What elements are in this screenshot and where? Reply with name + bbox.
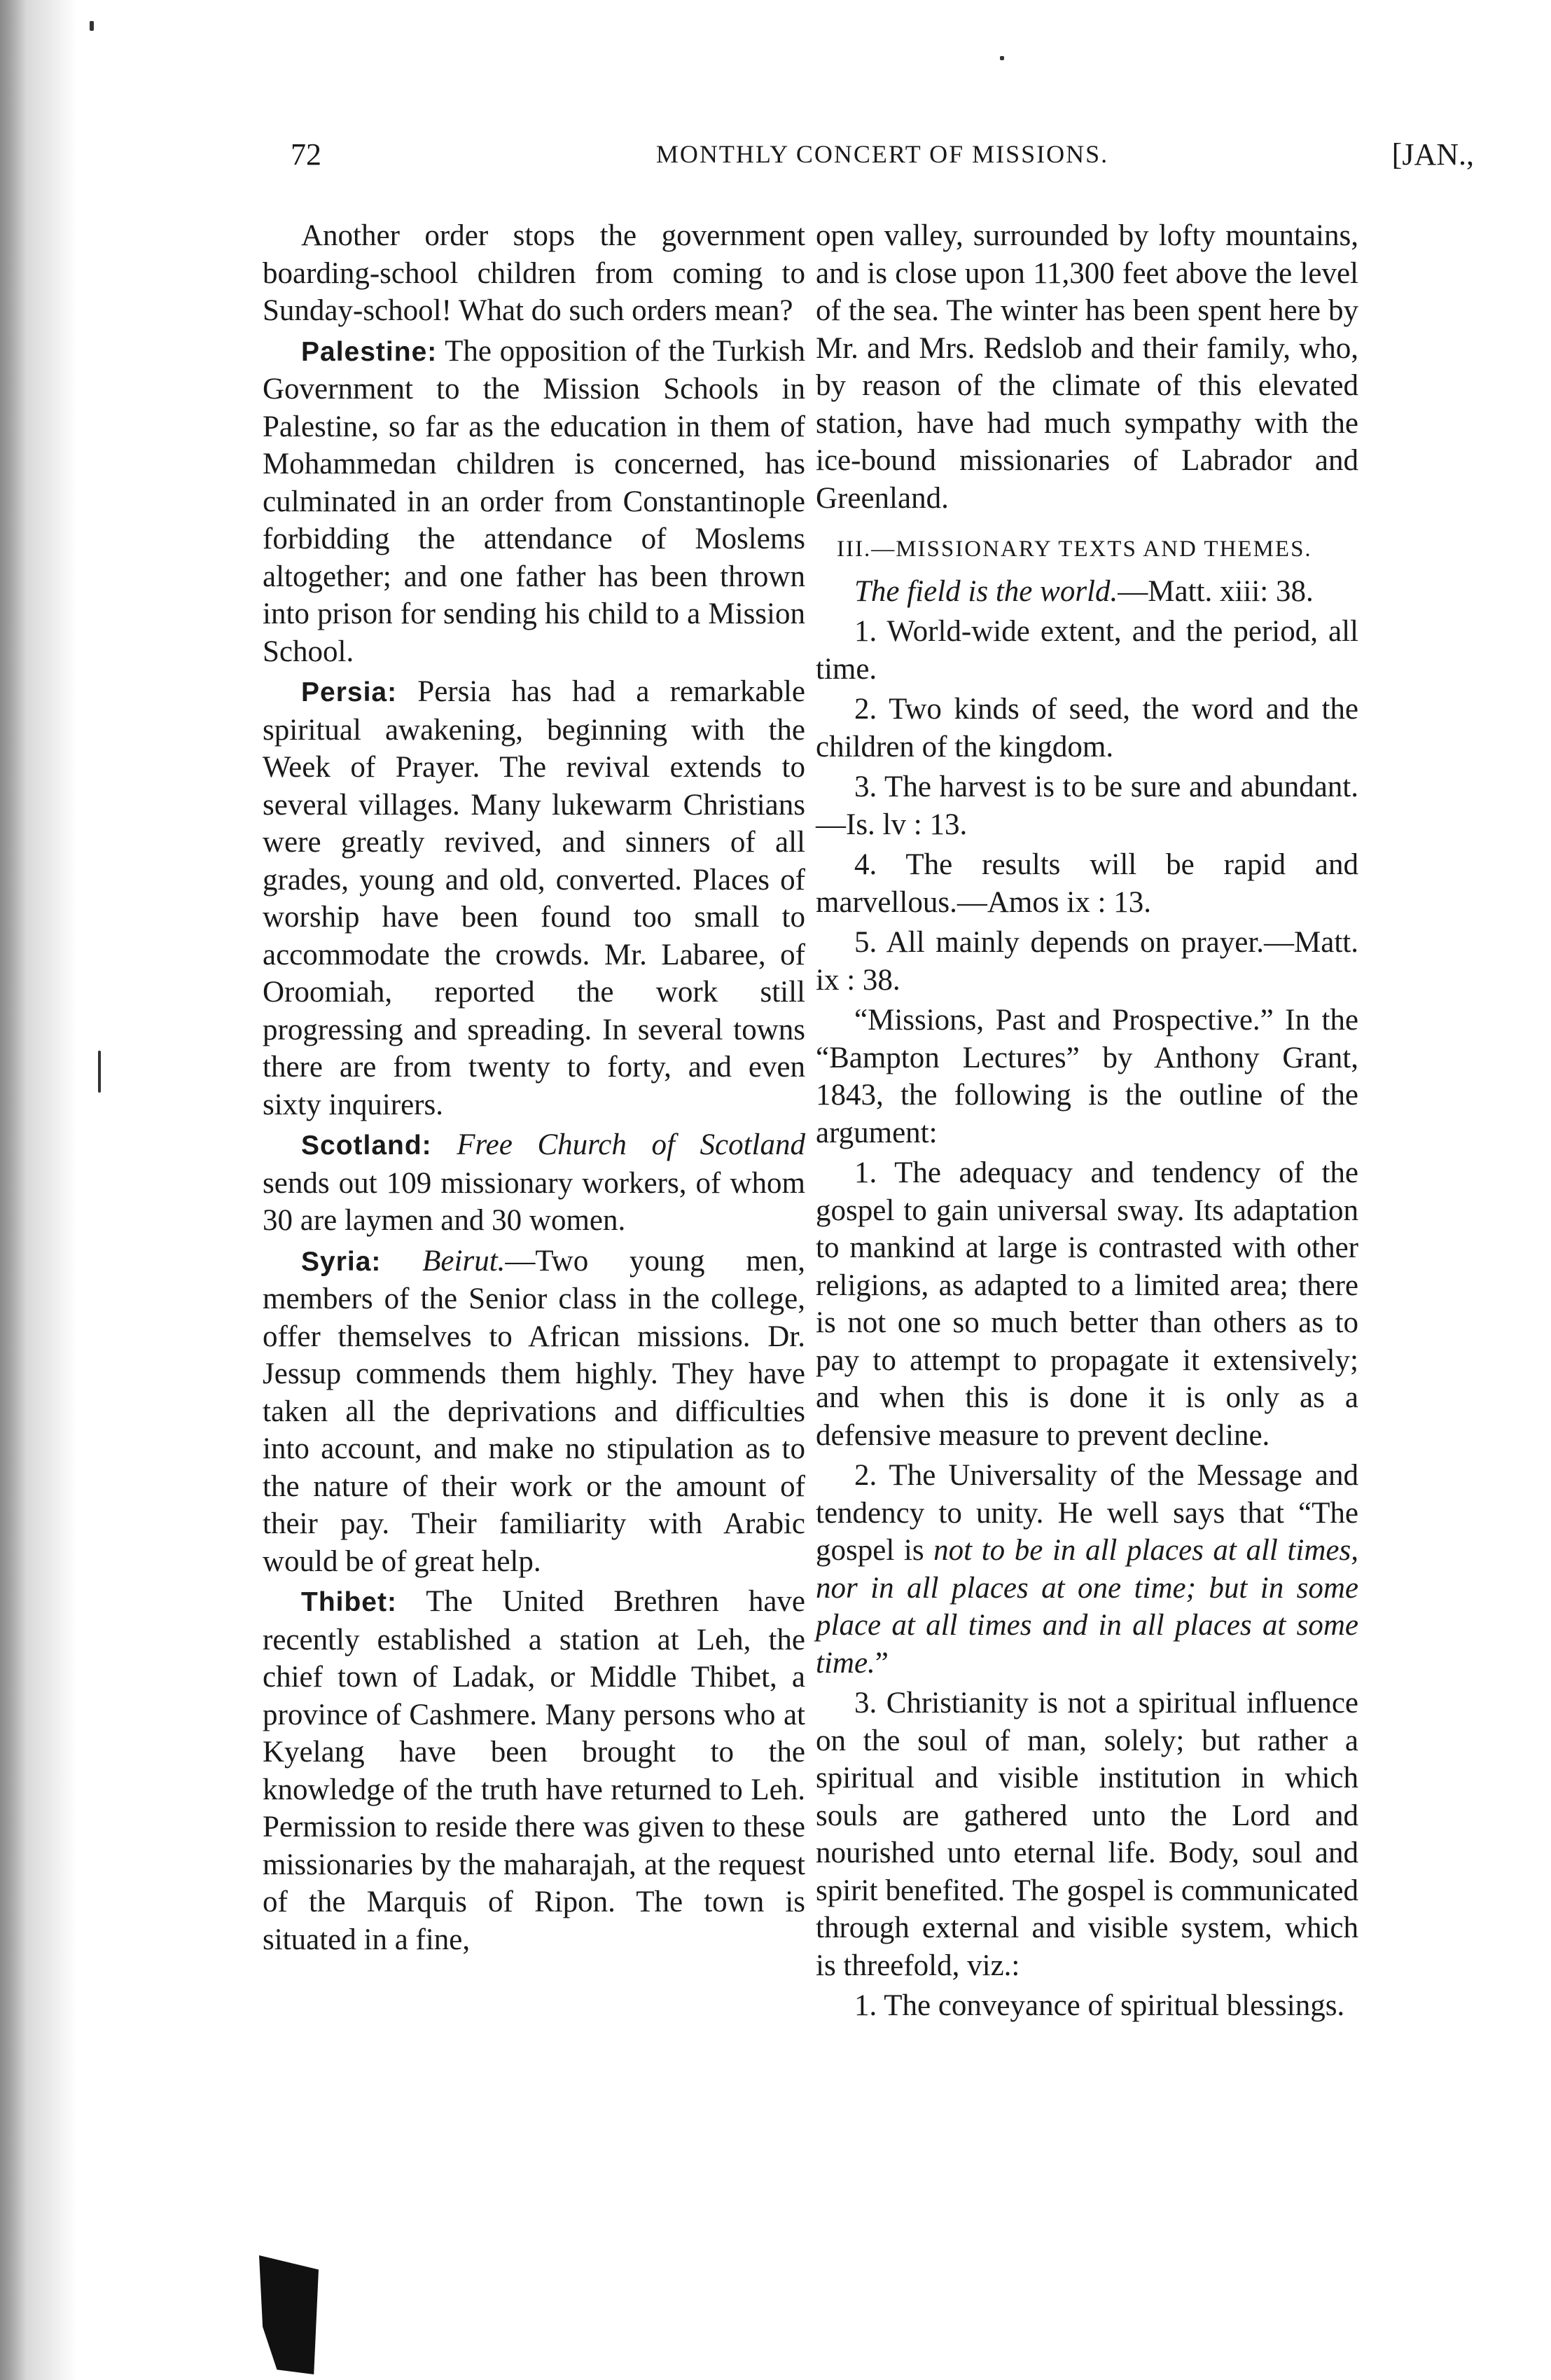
scan-speck xyxy=(98,1051,101,1093)
left-column xyxy=(263,217,805,1961)
italic-text: Free Church of Scotland xyxy=(431,1128,805,1161)
section-title: III.—MISSIONARY TEXTS AND THEMES. xyxy=(837,537,1312,562)
paragraph: “Missions, Past and Prospective.” In the “Bampton Lectures” by Anthony Grant, 1843, the following is the outline of the argument: xyxy=(816,1004,1358,1149)
list-item: 4. The results will be rapid and marvellous.—Amos ix : 13. xyxy=(816,848,1358,919)
paragraph-palestine xyxy=(263,333,805,671)
country-heading: Syria: xyxy=(301,1246,382,1277)
page-number: 72 xyxy=(291,137,321,172)
scan-speck xyxy=(90,21,94,31)
closing-quote: ” xyxy=(875,1646,889,1680)
italic-text: The field is the world. xyxy=(854,574,1118,608)
italic-text: Beirut. xyxy=(381,1244,506,1278)
country-heading: Persia: xyxy=(301,677,398,707)
paragraph-text: The United Brethren have recently established a station at Leh, the chief town of Ladak, or Middle Thibet, a province of Cashmere. Many persons who at Kyelang have been brought to the knowledge of the truth have returned to Leh. Permission to reside there was given to these missionaries by the maharajah, at the request of the Marquis of Ripon. The town is situated in a fine, xyxy=(263,1585,805,1956)
italic-text: not to be in all places at all times, nor in all places at one time; but in some place at all times and in all places at some time. xyxy=(816,1534,1358,1680)
paragraph-text: 2. The Universality of the Message and tendency to unity. He well says that “The gospel is xyxy=(816,1459,1358,1567)
list-item: 1. The conveyance of spiritual blessings. xyxy=(854,1989,1345,2022)
list-item: 1. The adequacy and tendency of the gospel to gain universal sway. Its adaptation to mankind at large is contrasted with other religions, as adapted to a limited area; there is not one so much better than others as to pay to attempt to propagate it extensively; and when this is done it is only as a defensive measure to prevent decline. xyxy=(816,1156,1358,1452)
list-item: 1. World-wide extent, and the period, all time. xyxy=(816,615,1358,686)
right-column xyxy=(816,217,1358,2028)
country-heading: Thibet: xyxy=(301,1587,397,1617)
theme-line xyxy=(816,573,1358,611)
scan-edge-shadow xyxy=(0,0,84,2380)
paragraph: open valley, surrounded by lofty mountains, and is close upon 11,300 feet above the level of the sea. The winter has been spent here by Mr. and Mrs. Redslob and their family, who, by reason of the climate of this elevated station, have had much sympathy with the ice-bound missionaries of Labrador and Greenland. xyxy=(816,219,1358,515)
paragraph-text: sends out 109 missionary workers, of whom 30 are laymen and 30 women. xyxy=(263,1166,805,1237)
country-heading: Scotland: xyxy=(301,1130,432,1161)
paragraph-text: —Two young men, members of the Senior class in the college, offer themselves to African missions. Dr. Jessup commends them highly. They have taken all the deprivations and difficulties into account, and make no stipulation as to the nature of their work or the amount of their pay. Their familiarity with Arabic would be of great help. xyxy=(263,1244,805,1578)
running-title: MONTHLY CONCERT OF MISSIONS. xyxy=(655,140,1109,168)
list-item: 3. Christianity is not a spiritual influence on the soul of man, solely; but rather a spiritual and visible institution in which souls are gathered unto the Lord and nourished unto eternal life. Body, soul and spirit benefited. The gospel is communicated through external and visible system, which is threefold, viz.: xyxy=(816,1687,1358,1982)
scan-speck xyxy=(1000,56,1004,60)
scripture-ref: —Matt. xiii: 38. xyxy=(1118,574,1314,608)
paragraph: Another order stops the government boarding-school children from coming to Sunday-school! What do such orders mean? xyxy=(263,219,805,327)
paragraph-text: Persia has had a remarkable spiritual awakening, beginning with the Week of Prayer. The revival extends to several villages. Many lukewarm Christians were greatly revived, and sinners of all grades, young and old, converted. Places of worship have been found too small to accommodate the crowds. Mr. Labaree, of Oroomiah, reported the work still progressing and spreading. In several towns there are from twenty to forty, and even sixty inquirers. xyxy=(263,675,805,1121)
paragraph-syria xyxy=(263,1243,805,1581)
list-item: 2. Two kinds of seed, the word and the children of the kingdom. xyxy=(816,693,1358,763)
page-header xyxy=(291,137,1474,186)
list-item: 5. All mainly depends on prayer.—Matt. ix : 38. xyxy=(816,926,1358,997)
paragraph-persia xyxy=(263,673,805,1123)
paragraph-thibet xyxy=(263,1583,805,1958)
ink-blot xyxy=(259,2255,319,2374)
running-date: [JAN., xyxy=(1391,137,1474,172)
list-item xyxy=(816,1457,1358,1682)
country-heading: Palestine: xyxy=(301,336,438,367)
paragraph-scotland xyxy=(263,1126,805,1240)
paragraph-text: The opposition of the Turkish Government to the Mission Schools in Palestine, so far as the education in them of Mohammedan children is concerned, has culminated in an order from Constantinople forbidding the attendance of Moslems altogether; and one father has been thrown into prison for sending his child to a Mission School. xyxy=(263,334,805,668)
list-item: 3. The harvest is to be sure and abundant.—Is. lv : 13. xyxy=(816,770,1358,841)
